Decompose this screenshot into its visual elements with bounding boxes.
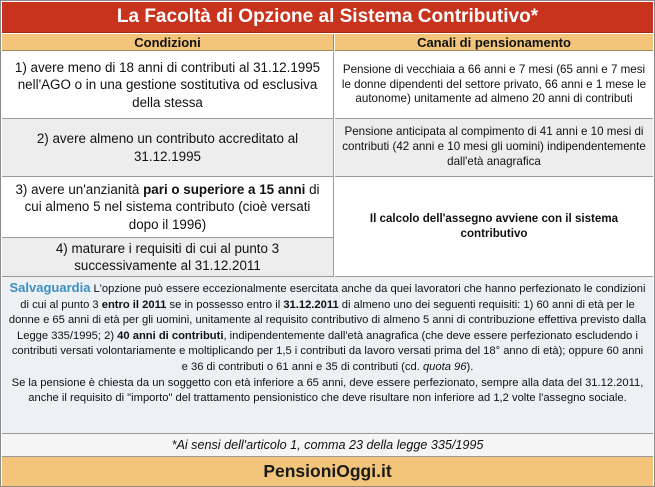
salvaguardia-section <box>2 277 653 434</box>
condition-4-text: 4) maturare i requisiti di cui al punto 3 successivamente al 31.12.2011 <box>55 240 280 273</box>
condition-4 <box>2 238 334 277</box>
condition-1-text: 1) avere meno di 18 anni di contributi al 31.12.1995 nell'AGO o in una gestione sostitutiva od esclusiva della stessa <box>14 60 321 110</box>
salvaguardia-label: Salvaguardia <box>9 280 91 295</box>
header-conditions: Condizioni <box>2 34 334 51</box>
table-title: La Facoltà di Opzione al Sistema Contributivo* <box>2 2 653 33</box>
salvaguardia-note: Se la pensione è chiesta da un soggetto con età inferiore a 65 anni, deve essere perfezionato, sempre alla data del 31.12.2011, anche il requisito di "importo" del trattamento pensionistico che deve risultare non inferiore ad 1,2 volte l'assegno sociale. <box>11 376 644 405</box>
channel-3-4-text: Il calcolo dell'assegno avviene con il sistema contributivo <box>369 211 619 240</box>
condition-1 <box>2 52 334 119</box>
channel-3-4 <box>335 177 653 277</box>
channel-1-text: Pensione di vecchiaia a 66 anni e 7 mesi (65 anni e 7 mesi le donne dipendenti del settore privato, 66 anni e 1 mese le autonome) unitamente ad almeno 20 anni di contributi <box>341 62 647 106</box>
channel-1 <box>335 52 653 119</box>
salvaguardia-paragraph: Salvaguardia L'opzione può essere eccezionalmente esercitata anche da quei lavoratori che hanno perfezionato le condizioni di cui al punto 3 entro il 2011 se in possesso entro il 31.12.2011 di almeno uno dei seguenti requisiti: 1) 60 anni di età per le donne e 65 anni di età per gli uomini, unitamente al requisito contributivo di almeno 5 anni di contribuzione effettiva previsto dalla Legge 335/1995; 2) 40 anni di contributi, indipendentemente dall'età anagrafica (che deve essere perfezionato escludendo i contributi versati volontariamente e moltiplicando per 1,5 i contributi da lavoro versati prima del 18° anno di età); oppure 60 anni e 36 di contributi o 61 anni e 35 di contributi (cd. quota 96). <box>8 280 647 373</box>
condition-3-text: 3) avere un'anzianità pari o superiore a 15 anni di cui almeno 5 nel sistema contributo (cioè versati dopo il 1996) <box>15 182 320 232</box>
channel-2-text: Pensione anticipata al compimento di 41 anni e 10 mesi di contributi (42 anni e 10 mesi gli uomini) indipendentemente dall'età anagrafica <box>342 125 646 168</box>
condition-3 <box>2 177 334 238</box>
condition-2-text: 2) avere almeno un contributo accreditato al 31.12.1995 <box>36 131 299 164</box>
footnote: *Ai sensi dell'articolo 1, comma 23 della legge 335/1995 <box>2 434 653 457</box>
channel-2 <box>335 119 653 177</box>
condition-2 <box>2 119 334 177</box>
brand-footer: PensioniOggi.it <box>2 457 653 486</box>
header-channels: Canali di pensionamento <box>335 34 653 51</box>
